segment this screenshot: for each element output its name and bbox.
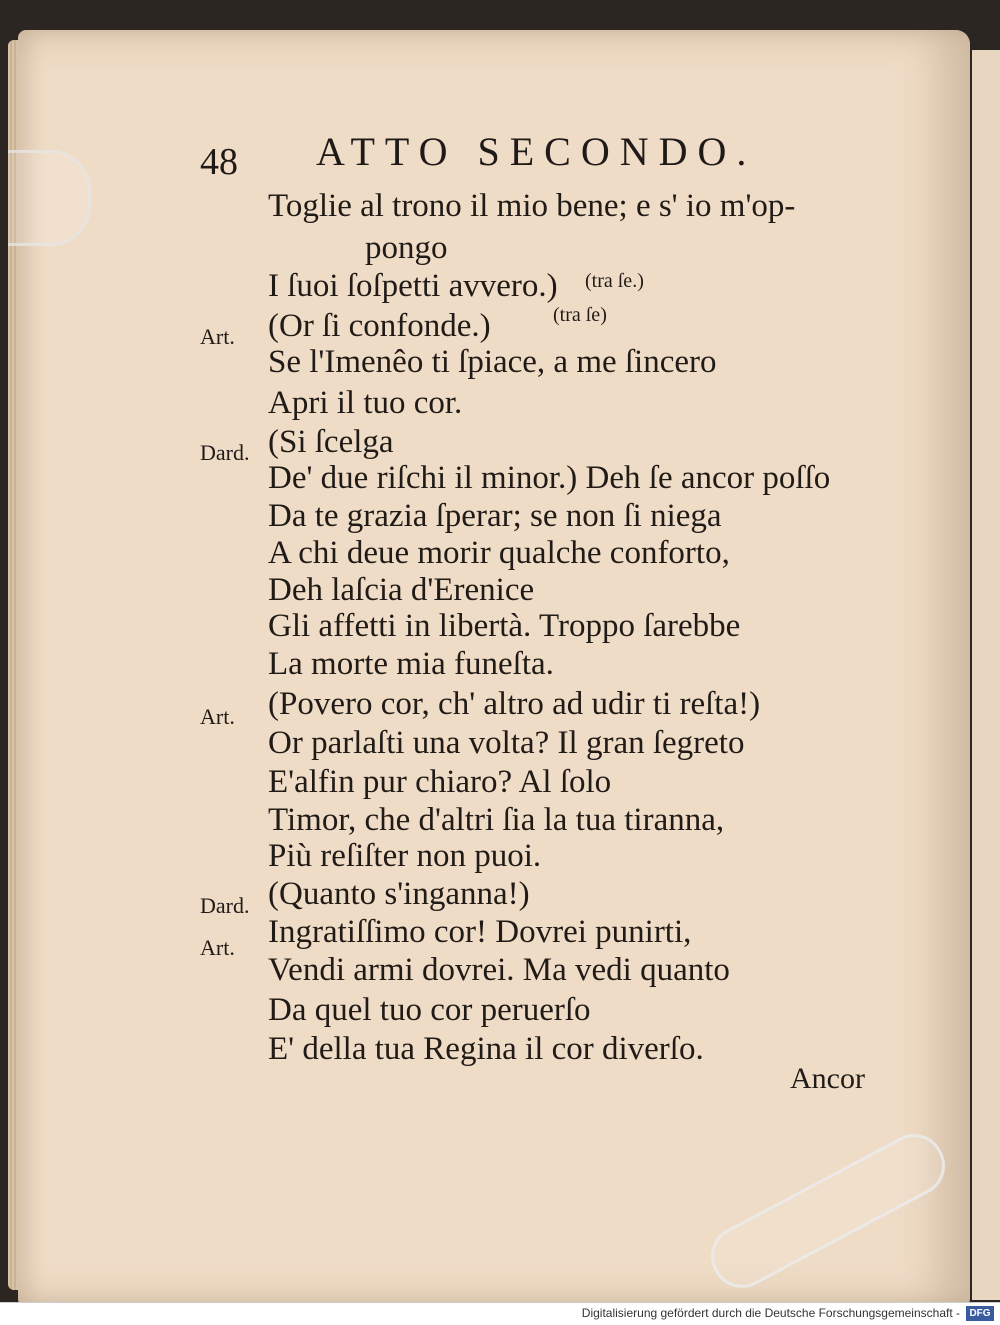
digitization-footer xyxy=(0,1302,1000,1325)
text-line: I ſuoi ſoſpetti avvero.) xyxy=(268,268,558,304)
running-title: ATTO SECONDO. xyxy=(316,129,757,174)
text-line: Da quel tuo cor peruerſo xyxy=(268,992,591,1028)
text-line: Più reſiſter non puoi. xyxy=(268,838,542,874)
footer-credit: Digitalisierung gefördert durch die Deutsche Forschungsgemeinschaft - xyxy=(581,1306,960,1320)
text-line: La morte mia funeſta. xyxy=(268,646,554,682)
text-line: Da te grazia ſperar; se non ſi niega xyxy=(268,498,722,534)
text-line: Gli affetti in libertà. Troppo ſarebbe xyxy=(268,608,741,644)
text-line: Toglie al trono il mio bene; e s' io m'op- xyxy=(268,188,796,224)
speaker-label: Dard. xyxy=(200,440,250,465)
text-line: Deh laſcia d'Erenice xyxy=(268,572,535,608)
text-line: Vendi armi dovrei. Ma vedi quanto xyxy=(268,952,730,988)
text-line: Se l'Imenêo ti ſpiace, a me ſincero xyxy=(268,344,717,380)
dfg-logo-icon: DFG xyxy=(966,1306,994,1321)
speaker-label: Dard. xyxy=(200,893,250,918)
text-line: pongo xyxy=(365,230,448,266)
stage-direction: (tra ſe) xyxy=(553,304,607,326)
text-line: E'alfin pur chiaro? Al ſolo xyxy=(268,764,612,800)
stage-direction: (tra ſe.) xyxy=(585,270,644,292)
text-line: De' due riſchi il minor.) Deh ſe ancor poſſo xyxy=(268,460,831,496)
speaker-label: Art. xyxy=(200,935,235,960)
text-line: A chi deue morir qualche conforto, xyxy=(268,535,730,571)
catchword: Ancor xyxy=(790,1062,865,1095)
speaker-label: Art. xyxy=(200,324,235,349)
text-line: (Povero cor, ch' altro ad udir ti reſta!) xyxy=(268,686,761,722)
text-line: (Quanto s'inganna!) xyxy=(268,876,530,912)
speaker-label: Art. xyxy=(200,704,235,729)
text-line: E' della tua Regina il cor diverſo. xyxy=(268,1031,704,1067)
text-line: Apri il tuo cor. xyxy=(268,385,463,421)
text-line: Timor, che d'altri ſia la tua tiranna, xyxy=(268,802,725,838)
facing-page-edge xyxy=(972,50,1000,1300)
text-line: (Si ſcelga xyxy=(268,424,394,460)
page-number: 48 xyxy=(200,141,238,183)
paper-clip-top xyxy=(8,150,91,246)
text-line: Or parlaſti una volta? Il gran ſegreto xyxy=(268,725,745,761)
text-line: Ingratiſſimo cor! Dovrei punirti, xyxy=(268,914,692,950)
text-line: (Or ſi confonde.) xyxy=(268,308,491,344)
